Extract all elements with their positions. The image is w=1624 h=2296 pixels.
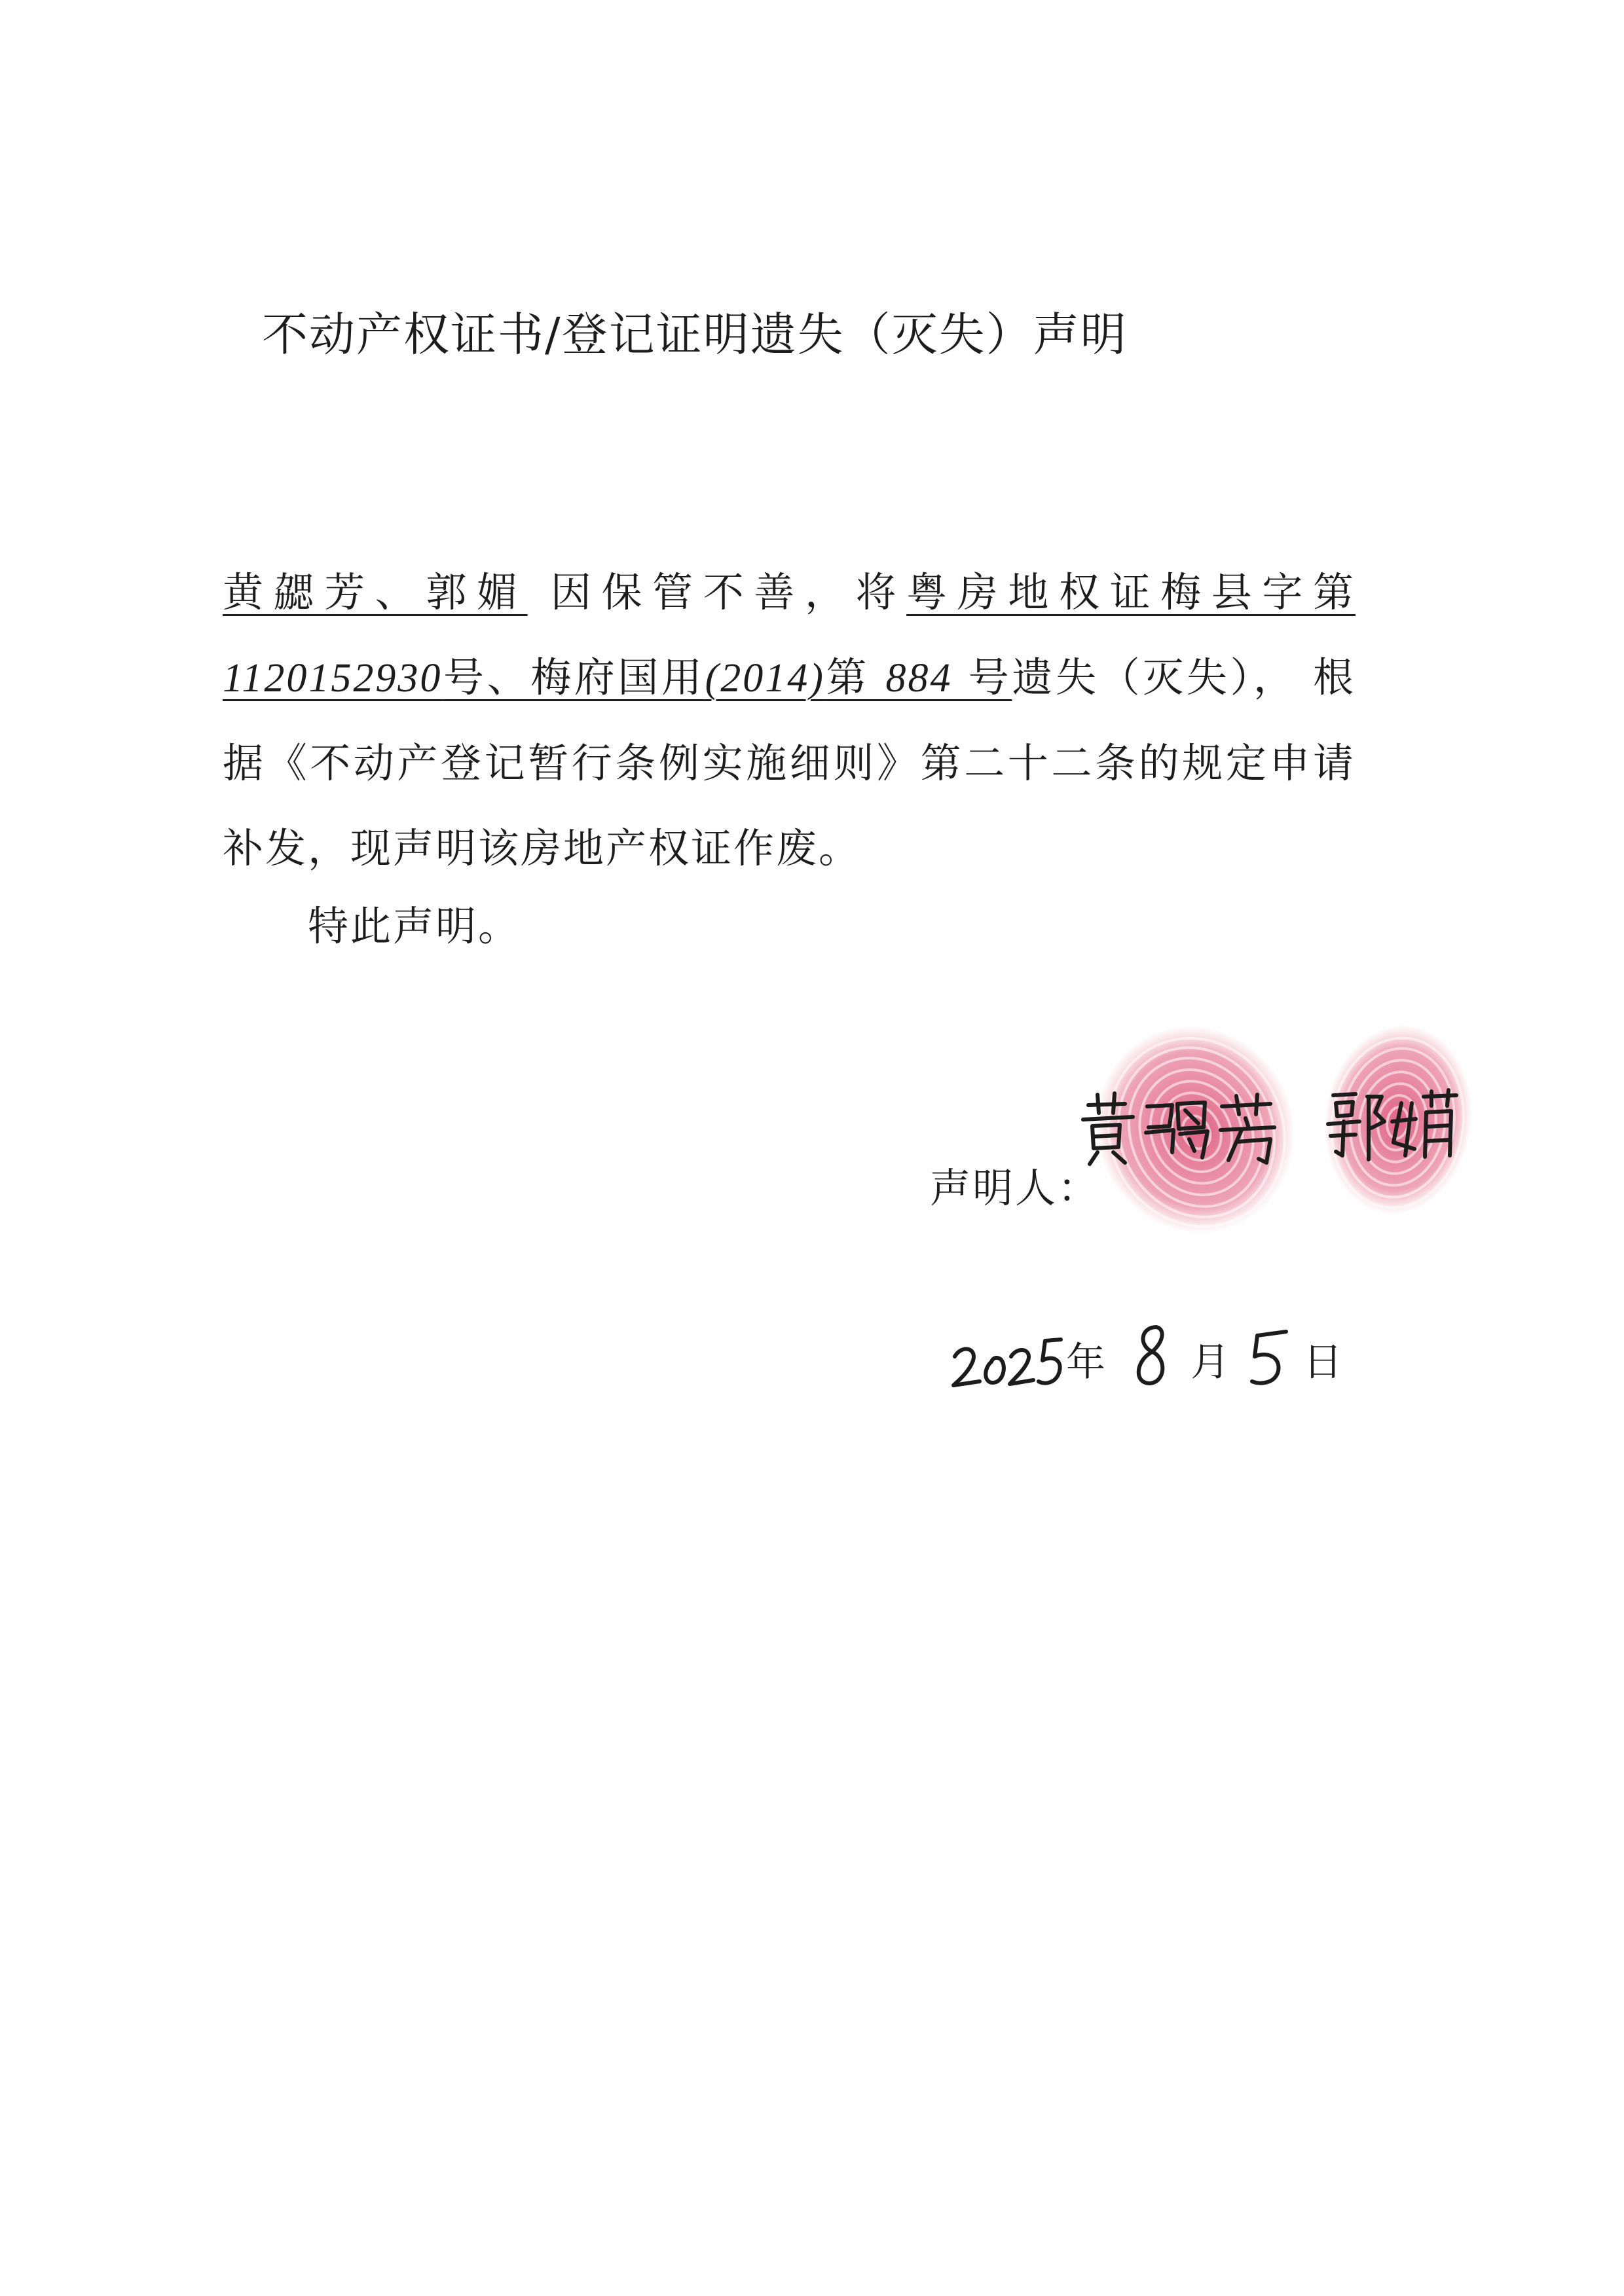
cert-prefix: 粤房地权证梅县字第	[906, 568, 1356, 616]
page-title: 不动产权证书/登记证明遗失（灭失）声明	[262, 308, 1128, 361]
cert-year: (2014)	[705, 656, 825, 701]
declaration-body	[223, 550, 1356, 891]
date-month-label: 月	[1190, 1339, 1230, 1385]
cert-hao: 号	[952, 653, 1012, 701]
date-day-label: 日	[1303, 1339, 1342, 1385]
date-month-handwritten	[1126, 1319, 1179, 1391]
cert-mid: 号、梅府国用	[442, 653, 705, 701]
closing-statement: 特此声明。	[308, 902, 521, 950]
body-text-2: 遗失（灭失）， 根据《不动产登记暂行条例实施细则》第二十二条的规定申请补发，现声明该房地产权证作废。	[223, 653, 1356, 872]
cert-number: 1120152930	[223, 656, 443, 701]
date-year-label: 年	[1066, 1339, 1105, 1385]
date-day-handwritten	[1238, 1322, 1297, 1391]
owner-names: 黄勰芳、郭媚	[223, 568, 528, 616]
body-text-1: 因保管不善，将	[527, 568, 907, 616]
date-year-handwritten	[950, 1322, 1064, 1391]
cert-number-2: 884	[885, 656, 953, 701]
signature-huang-xiefang	[1074, 1087, 1297, 1172]
date-row	[950, 1319, 1356, 1398]
signature-guo-mei	[1316, 1084, 1467, 1169]
cert-di: 第	[824, 653, 886, 701]
declarant-label: 声明人：	[930, 1164, 1101, 1212]
